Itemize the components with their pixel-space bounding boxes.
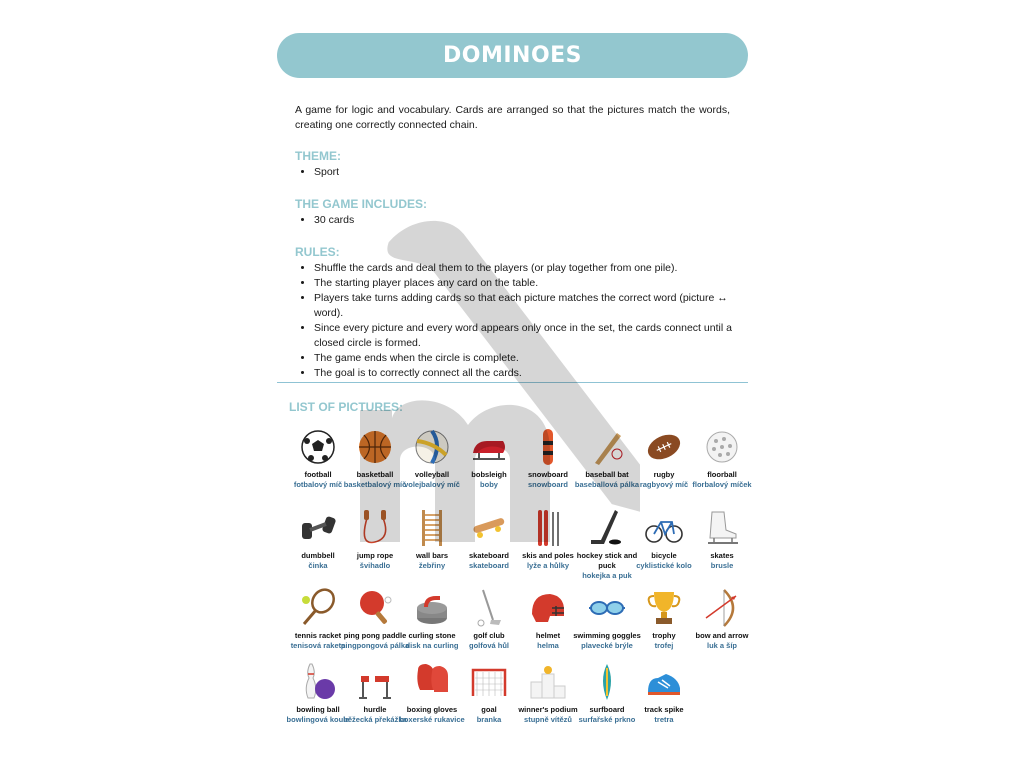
theme-heading: THEME: <box>295 149 341 163</box>
skates-icon <box>682 508 762 548</box>
list-item: • Since every picture and every word appears only once in the set, the cards connect until a closed circle is formed. <box>314 321 749 351</box>
picture-label-cz: boxerské rukavice <box>399 715 465 724</box>
picture-label-en: tennis racket <box>294 631 342 640</box>
picture-card <box>624 662 704 725</box>
picture-label-en: football <box>304 470 332 479</box>
picture-label-en: boxing gloves <box>406 705 458 714</box>
picture-label-cz: boby <box>480 480 498 489</box>
picture-label-cz: volejbalový míč <box>404 480 460 489</box>
picture-label-en: skates <box>710 551 734 560</box>
picture-label-cz: florbalový míček <box>692 480 752 489</box>
list-item: • The starting player places any card on the table. <box>314 276 749 291</box>
picture-label-cz: snowboard <box>527 480 568 489</box>
picture-label-cz: cyklistické kolo <box>636 561 692 570</box>
picture-label-en: floorball <box>707 470 737 479</box>
picture-label-en: bowling ball <box>296 705 340 714</box>
picture-label-en: bobsleigh <box>471 470 507 479</box>
picture-label-cz: žebřiny <box>418 561 446 570</box>
picture-label-cz: stupně vítězů <box>524 715 572 724</box>
picture-label-cz: lyže a hůlky <box>526 561 570 570</box>
picture-label-cz: surfařské prkno <box>578 715 636 724</box>
picture-label-cz: brusle <box>710 561 734 570</box>
theme-list <box>295 165 749 180</box>
picture-label-cz: běžecká překážka <box>343 715 407 724</box>
picture-card <box>682 427 762 490</box>
picture-label-en: volleyball <box>414 470 450 479</box>
picture-label-cz: luk a šíp <box>706 641 737 650</box>
list-item: • Sport <box>314 165 749 180</box>
picture-label-cz: ragbyový míč <box>639 480 689 489</box>
picture-label-cz: fotbalový míč <box>293 480 343 489</box>
picture-label-cz: tretra <box>654 715 674 724</box>
picture-label-en: golf club <box>473 631 505 640</box>
list-item: • Shuffle the cards and deal them to the players (or play together from one pile). <box>314 261 749 276</box>
title-banner <box>277 33 748 78</box>
picture-label-cz: skateboard <box>468 561 510 570</box>
pictures-heading: LIST OF PICTURES: <box>289 400 403 414</box>
picture-label-cz: plavecké brýle <box>581 641 633 650</box>
rules-heading: RULES: <box>295 245 340 259</box>
includes-heading: THE GAME INCLUDES: <box>295 197 427 211</box>
section-divider <box>277 382 748 383</box>
picture-label-cz: basketbalový míč <box>343 480 407 489</box>
picture-label-en: hockey stick and puck <box>576 551 638 570</box>
picture-label-cz: baseballová pálka <box>574 480 640 489</box>
picture-label-en: skis and poles <box>522 551 574 560</box>
intro-text: A game for logic and vocabulary. Cards are arranged so that the pictures match the words, creating one correctly connected chain. <box>295 104 730 131</box>
picture-label-en: rugby <box>653 470 675 479</box>
picture-label-en: baseball bat <box>585 470 629 479</box>
picture-label-en: swimming goggles <box>573 631 641 640</box>
picture-label-en: track spike <box>644 705 684 714</box>
list-item: • 30 cards <box>314 213 749 228</box>
picture-label-cz: tenisová raketa <box>290 641 346 650</box>
picture-label-cz: trofej <box>654 641 674 650</box>
list-item: • The goal is to correctly connect all the cards. <box>314 366 749 381</box>
picture-label-cz: disk na curling <box>405 641 459 650</box>
bow-arrow-icon <box>682 588 762 628</box>
picture-label-en: jump rope <box>356 551 394 560</box>
picture-label-en: basketball <box>356 470 394 479</box>
page-title: DOMINOES <box>442 43 583 68</box>
picture-label-cz: hokejka a puk <box>582 571 632 580</box>
picture-label-en: helmet <box>535 631 561 640</box>
list-item: • The game ends when the circle is complete. <box>314 351 749 366</box>
list-item: • Players take turns adding cards so that each picture matches the correct word (picture ↔ word). <box>314 291 749 321</box>
picture-label-en: trophy <box>652 631 676 640</box>
picture-label-en: surfboard <box>589 705 625 714</box>
picture-card <box>682 588 762 651</box>
picture-label-en: wall bars <box>415 551 449 560</box>
picture-label-cz: švihadlo <box>359 561 391 570</box>
picture-label-cz: golfová hůl <box>469 641 509 650</box>
picture-label-en: bicycle <box>651 551 677 560</box>
picture-label-cz: helma <box>537 641 559 650</box>
picture-label-cz: bowlingová koule <box>286 715 350 724</box>
picture-label-cz: činka <box>308 561 328 570</box>
picture-label-en: hurdle <box>363 705 387 714</box>
picture-label-en: dumbbell <box>301 551 335 560</box>
picture-label-en: bow and arrow <box>695 631 749 640</box>
picture-label-en: snowboard <box>527 470 568 479</box>
picture-label-en: goal <box>481 705 497 714</box>
picture-label-en: curling stone <box>408 631 456 640</box>
floorball-icon <box>682 427 762 467</box>
picture-label-en: winner's podium <box>518 705 578 714</box>
includes-list <box>295 213 749 228</box>
picture-label-en: skateboard <box>468 551 510 560</box>
picture-label-en: ping pong paddle <box>343 631 407 640</box>
picture-label-cz: pingpongová pálka <box>340 641 410 650</box>
picture-label-cz: branka <box>476 715 502 724</box>
rules-list <box>295 261 749 381</box>
track-spike-icon <box>624 662 704 702</box>
picture-card <box>682 508 762 571</box>
